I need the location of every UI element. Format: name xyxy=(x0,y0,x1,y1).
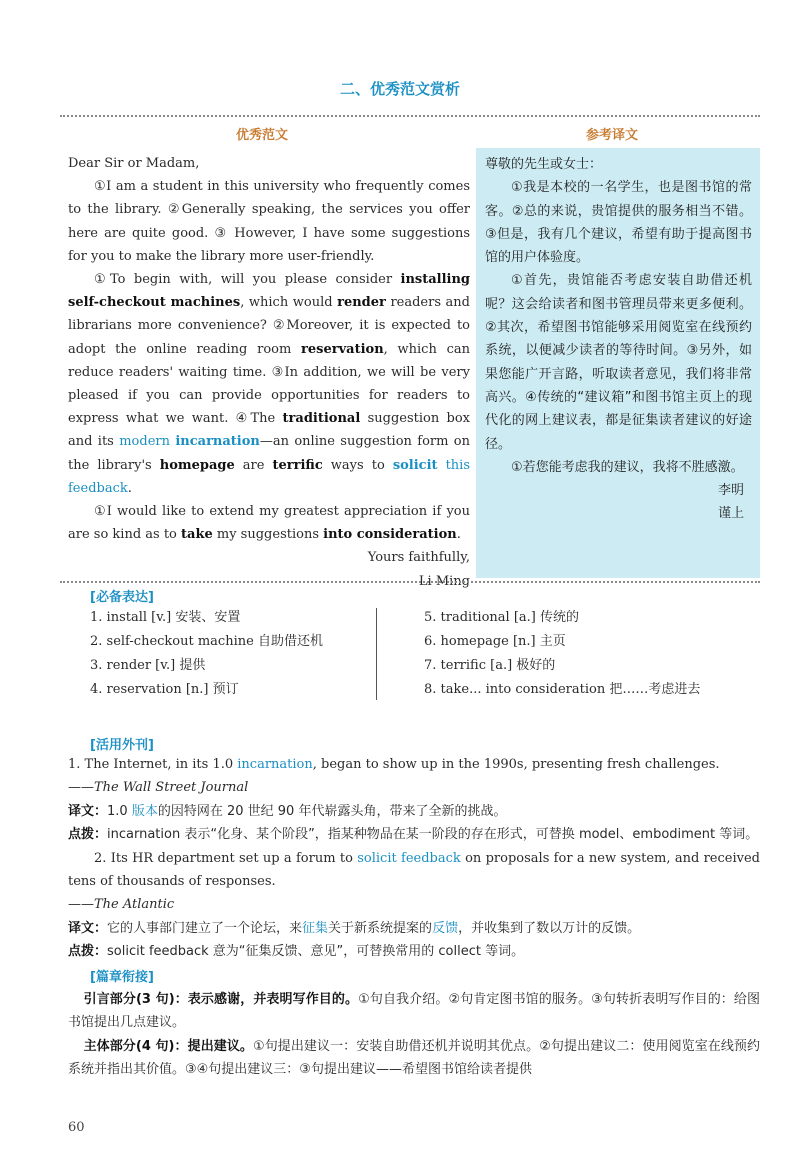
translation-paragraph-1: ①我是本校的一名学生，也是图书馆的常客。②总的来说，贵馆提供的服务相当不错。③但是，我有几个建议，希望有助于提高图书馆的用户体验度。 xyxy=(485,180,752,266)
vocab-item: 1. install [v.] 安装、安置 xyxy=(90,610,241,625)
vocab-item: 4. reservation [n.] 预订 xyxy=(90,682,239,697)
structure-label: [篇章衔接] xyxy=(90,970,154,985)
section-title: 二、优秀范文赏析 xyxy=(339,80,460,98)
example-2-source: ——The Atlantic xyxy=(68,897,175,913)
model-essay xyxy=(68,152,470,593)
page-number: 60 xyxy=(68,1120,85,1135)
example-1: 1. The Internet, in its 1.0 incarnation, began to show up in the 1990s, presenting fresh challenges. xyxy=(68,757,720,772)
usage-label: [活用外刊] xyxy=(90,738,154,753)
translation-paragraph-3: ①若您能考虑我的建议，我将不胜感激。 xyxy=(511,459,744,475)
essay-greeting: Dear Sir or Madam, xyxy=(68,156,200,171)
translation-signature-close: 谨上 xyxy=(717,506,744,522)
vocab-item: 6. homepage [n.] 主页 xyxy=(424,634,566,649)
translation-box xyxy=(476,148,760,578)
structure-intro: 引言部分(3 句)：表示感谢，并表明写作目的。①句自我介绍。②句肯定图书馆的服务。③句转折表明写作目的：给图书馆提出几点建议。 xyxy=(68,992,760,1031)
vocab-divider xyxy=(376,608,377,700)
essay-paragraph-3: ①I would like to extend my greatest appreciation if you are so kind as to take my suggestions into consideration. xyxy=(68,504,470,543)
vocab-label: [必备表达] xyxy=(90,590,154,605)
vocab-item: 8. take... into consideration 把……考虑进去 xyxy=(424,682,701,697)
example-1-source: ——The Wall Street Journal xyxy=(68,780,249,796)
vocab-list-right xyxy=(424,606,700,702)
middle-divider xyxy=(60,581,760,583)
essay-heading: 优秀范文 xyxy=(236,128,289,143)
essay-signature: Li Ming xyxy=(418,573,470,589)
vocab-item: 2. self-checkout machine 自助借还机 xyxy=(90,634,323,649)
example-2: 2. Its HR department set up a forum to solicit feedback on proposals for a new system, and received tens of thousands of responses. xyxy=(68,850,760,890)
translation-greeting: 尊敬的先生或女士： xyxy=(485,157,603,172)
translation-paragraph-2: ①首先，贵馆能否考虑安装自助借还机呢？这会给读者和图书管理员带来更多便利。②其次，希望图书馆能够采用阅览室在线预约系统，以便减少读者的等待时间。③另外，如果您能广开言路，听取读者意见，我们将非常高兴。④传统的“建议箱”和图书馆主页上的现代化的网上建议表，都是征集读者建议的好途径。 xyxy=(485,273,752,452)
example-2-note: 点拨：solicit feedback 意为“征集反馈、意见”，可替换常用的 collect 等词。 xyxy=(68,944,525,960)
essay-paragraph-2: ①To begin with, will you please consider installing self-checkout machines, which would render readers and librarians more convenience? ②Moreover, it is expected to adopt the online reading room reservation, which can reduce readers' waiting time. ③In addition, we will be very pleased if you can provide opportunities for readers to express what we want. ④The traditional suggestion box and its modern incarnation—an online suggestion form on the library's homepage are terrific ways to solicit this feedback. xyxy=(68,272,471,496)
essay-closing: Yours faithfully, xyxy=(367,550,470,566)
structure-section xyxy=(68,988,760,1082)
essay-paragraph-1: ①I am a student in this university who frequently comes to the library. ②Generally speaking, the services you offer here are quite good. ③ However, I have some suggestions for you to make the library more user-friendly. xyxy=(68,179,470,264)
vocab-item: 3. render [v.] 提供 xyxy=(90,658,206,673)
vocab-item: 7. terrific [a.] 极好的 xyxy=(424,658,556,673)
translation-signature-name: 李明 xyxy=(717,483,744,499)
example-1-translation: 译文：1.0 版本的因特网在 20 世纪 90 年代崭露头角，带来了全新的挑战。 xyxy=(68,803,507,819)
vocab-list-left xyxy=(90,606,323,702)
structure-body: 主体部分(4 句)：提出建议。①句提出建议一：安装自助借还机并说明其优点。②句提出建议二：使用阅览室在线预约系统并指出其价值。③④句提出建议三：③句提出建议——希望图书馆给读者提供 xyxy=(68,1038,760,1078)
translation-heading: 参考译文 xyxy=(586,128,639,143)
example-2-translation: 译文：它的人事部门建立了一个论坛，来征集关于新系统提案的反馈，并收集到了数以万计的反馈。 xyxy=(68,920,641,936)
top-divider xyxy=(60,115,760,117)
vocab-item: 5. traditional [a.] 传统的 xyxy=(424,610,579,625)
usage-section xyxy=(68,753,760,964)
example-1-note: 点拨：incarnation 表示“化身、某个阶段”，指某种物品在某一阶段的存在形式，可替换 model、embodiment 等词。 xyxy=(68,827,759,843)
